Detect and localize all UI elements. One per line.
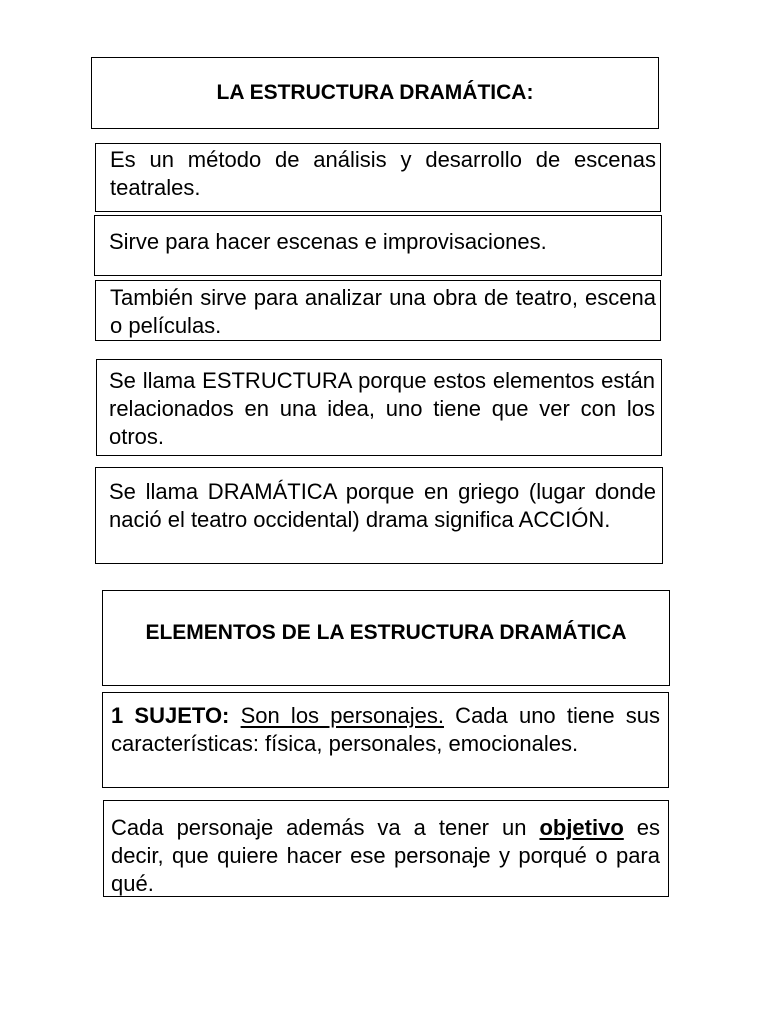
analysis-box [95, 280, 661, 341]
dramatica-box [95, 467, 663, 564]
sujeto-box [102, 692, 669, 788]
purpose-text: Sirve para hacer escenas e improvisaciones. [109, 229, 547, 254]
objetivo-intro: Cada personaje además va a tener un [111, 815, 540, 840]
objetivo-keyword: objetivo [539, 815, 624, 840]
analysis-text: También sirve para analizar una obra de teatro, escena o películas. [110, 285, 656, 338]
definition-box [95, 143, 661, 212]
objetivo-box [103, 800, 669, 897]
elements-title: ELEMENTOS DE LA ESTRUCTURA DRAMÁTICA [145, 621, 627, 644]
sujeto-label: 1 SUJETO: [111, 703, 230, 728]
objetivo-description: es decir, que quiere hacer ese personaje y porqué o para qué. [111, 815, 660, 896]
sujeto-definition: Son los personajes. [240, 703, 444, 728]
page-title: LA ESTRUCTURA DRAMÁTICA: [216, 81, 534, 104]
purpose-box [94, 215, 662, 276]
elements-title-box [102, 590, 670, 686]
estructura-box [96, 359, 662, 456]
sujeto-description: Cada uno tiene sus características: física, personales, emocionales. [111, 703, 660, 756]
definition-text: Es un método de análisis y desarrollo de escenas teatrales. [110, 147, 656, 200]
estructura-text: Se llama ESTRUCTURA porque estos elementos están relacionados en una idea, uno tiene que ver con los otros. [109, 368, 655, 449]
title-box [91, 57, 659, 129]
dramatica-text: Se llama DRAMÁTICA porque en griego (lugar donde nació el teatro occidental) drama significa ACCIÓN. [109, 479, 656, 532]
